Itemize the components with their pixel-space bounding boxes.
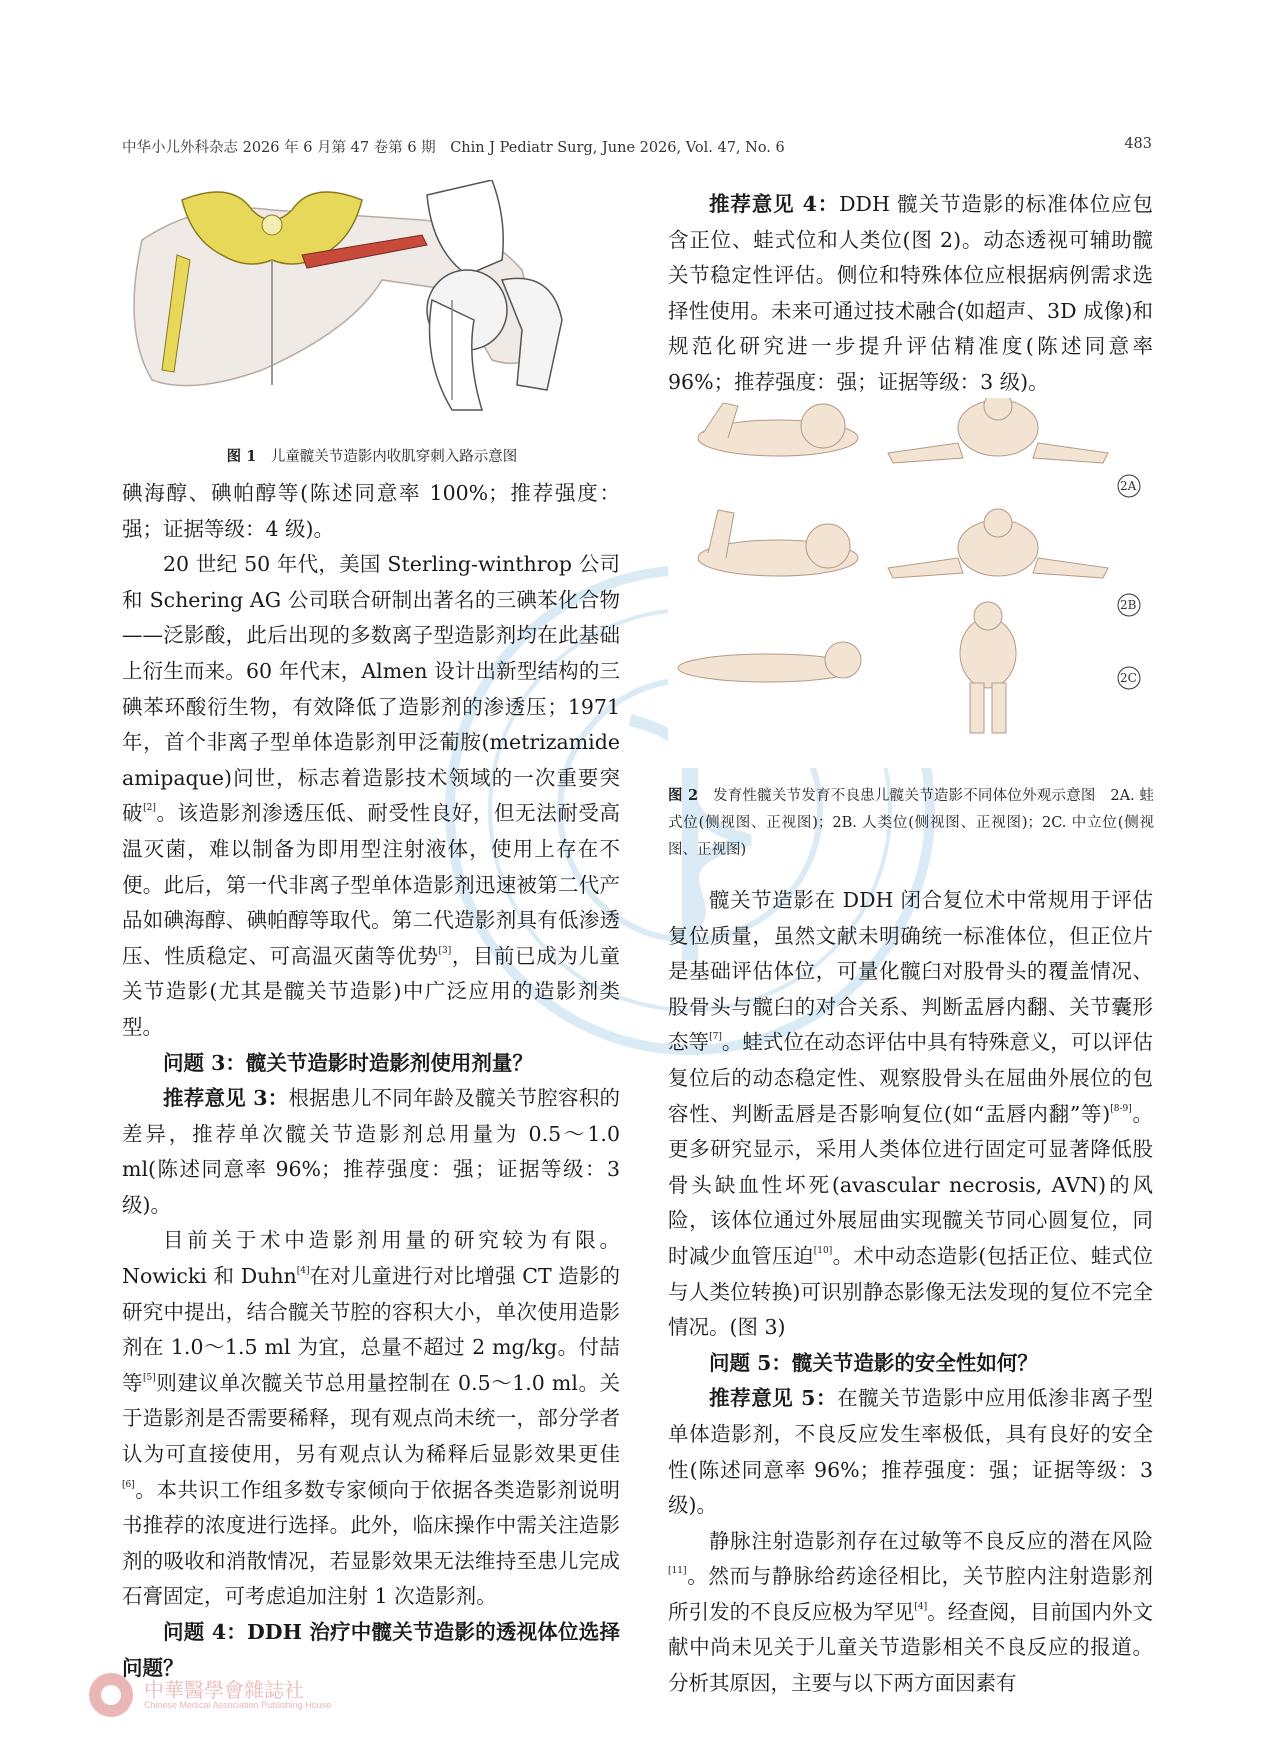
paragraph xyxy=(668,1524,1153,1702)
paragraph xyxy=(122,547,620,1045)
citation-ref[interactable]: [8-9] xyxy=(1110,1103,1132,1114)
figure-2-caption xyxy=(668,782,1154,864)
citation-ref[interactable]: [11] xyxy=(668,1566,687,1577)
text-run: ，目前已成为儿童关节造影(尤其是髋关节造影)中广泛应用的造影剂类型。 xyxy=(122,943,621,1039)
page-number: 483 xyxy=(1124,136,1152,152)
citation-ref[interactable]: [5] xyxy=(143,1372,156,1383)
citation-ref[interactable]: [2] xyxy=(143,803,156,814)
figure-2-caption-text: 发育性髋关节发育不良患儿髋关节造影不同体位外观示意图 2A. 蛙式位(侧视图、正视图)；2B. 人类位(侧视图、正视图)；2C. 中立位(侧视图、正视图) xyxy=(668,788,1154,858)
recommendation xyxy=(668,1381,1153,1523)
text-run: 20 世纪 50 年代，美国 Sterling-winthrop 公司和 Schering AG 公司联合研制出著名的三碘苯化合物——泛影酸，此后出现的多数离子型造影剂均在此基础上衍生而来。60 年代末，Almen 设计出新型结构的三碘苯环酸衍生物，有效降低了造影剂的渗透压；1971 年，首个非离子型单体造影剂甲泛葡胺(metrizamide amipaque)问世，标志着造影技术领域的一次重要突破 xyxy=(122,552,620,826)
figure-1-caption-text: 儿童髋关节造影内收肌穿刺入路示意图 xyxy=(270,449,518,465)
figure-1-number: 图 1 xyxy=(226,448,257,465)
figure-2-number: 图 2 xyxy=(668,787,699,804)
figure-2c-label: 2C xyxy=(1120,671,1137,685)
question-3: 问题 3：髋关节造影时造影剂使用剂量？ xyxy=(163,1050,533,1075)
recommendation xyxy=(122,1081,620,1223)
journal-info xyxy=(122,136,785,157)
text-run: 。该造影剂渗透压低、耐受性良好，但无法耐受高温灭菌，难以制备为即用型注射液体，使用上存在不便。此后，第一代非离子型单体造影剂迅速被第二代产品如碘海醇、碘帕醇等取代。第二代造影剂具有低渗透压、性质稳定、可高温灭菌等优势 xyxy=(122,801,621,968)
left-column-text xyxy=(122,476,620,1686)
question-heading xyxy=(668,1346,1153,1382)
figure-2b-label: 2B xyxy=(1120,598,1137,612)
citation-ref[interactable]: [7] xyxy=(709,1032,722,1043)
text-run: 。然而与静脉给药途径相比，关节腔内注射造影剂所引发的不良反应极为罕见 xyxy=(668,1564,1153,1624)
question-4: 问题 4：DDH 治疗中髋关节造影的透视体位选择问题？ xyxy=(122,1620,620,1680)
figure-2-illustration xyxy=(668,398,1156,768)
figure-2a-label: 2A xyxy=(1120,479,1137,493)
text-run: 。经查阅，目前国内外文献中尚未见关于儿童关节造影相关不良反应的报道。分析其原因，主要与以下两方面因素有 xyxy=(668,1599,1153,1696)
citation-ref[interactable]: [6] xyxy=(122,1479,135,1490)
journal-name-en: Chin J Pediatr Surg, June 2026, Vol. 47, No. 6 xyxy=(450,140,785,156)
question-5: 问题 5：髋关节造影的安全性如何？ xyxy=(709,1350,1038,1375)
text-run: 。更多研究显示，采用人类体位进行固定可显著降低股骨头缺血性坏死(avascular necrosis, AVN)的风险，该体位通过外展屈曲实现髋关节同心圆复位，同时减少血管压迫 xyxy=(668,1101,1153,1268)
recommendation-label: 推荐意见 3： xyxy=(163,1086,289,1111)
recommendation xyxy=(668,187,1153,401)
publisher-name-en: Chinese Medical Association Publishing House xyxy=(144,1700,332,1710)
citation-ref[interactable]: [10] xyxy=(813,1245,833,1256)
text-run: 在对儿童进行对比增强 CT 造影的研究中提出，结合髋关节腔的容积大小，单次使用造影剂在 1.0～1.5 ml 为宜，总量不超过 2 mg/kg。付喆等 xyxy=(122,1264,621,1395)
text-run: 静脉注射造影剂存在过敏等不良反应的潜在风险 xyxy=(709,1528,1153,1553)
publisher-name-cn: 中華醫學會雜誌社 xyxy=(144,1678,304,1702)
right-column-bottom-text xyxy=(668,883,1153,1702)
text-run: 髋关节造影在 DDH 闭合复位术中常规用于评估复位质量，虽然文献未明确统一标准体位，但正位片是基础评估体位，可量化髋臼对股骨头的覆盖情况、股骨头与髋臼的对合关系、判断盂唇内翻、关节囊形态等 xyxy=(668,888,1153,1055)
text-run: 。术中动态造影(包括正位、蛙式位与人类位转换)可识别静态影像无法发现的复位不完全情况。(图 3) xyxy=(668,1243,1154,1340)
figure-1-caption xyxy=(122,445,622,466)
paragraph: 碘海醇、碘帕醇等(陈述同意率 100%；推荐强度：强；证据等级：4 级)。 xyxy=(122,481,620,541)
paragraph xyxy=(668,883,1153,1346)
recommendation-text: 在髋关节造影中应用低渗非离子型单体造影剂，不良反应发生率极低，具有良好的安全性(陈述同意率 96%；推荐强度：强；证据等级：3 级)。 xyxy=(668,1386,1154,1518)
question-heading xyxy=(122,1046,620,1082)
figure-1-illustration xyxy=(122,180,622,430)
publisher-emblem-icon xyxy=(86,1670,136,1720)
citation-ref[interactable]: [4] xyxy=(296,1266,310,1277)
recommendation-text: DDH 髋关节造影的标准体位应包含正位、蛙式位和人类位(图 2)。动态透视可辅助髋关节稳定性评估。侧位和特殊体位应根据病例需求选择性使用。未来可通过技术融合(如超声、3D 成像)和规范化研究进一步提升评估精准度(陈述同意率 96%；推荐强度：强；证据等级：3 级)。 xyxy=(668,192,1154,394)
journal-name-cn: 中华小儿外科杂志 2026 年 6 月第 47 卷第 6 期 xyxy=(122,140,436,156)
citation-ref[interactable]: [4] xyxy=(914,1601,928,1612)
text-run: 目前关于术中造影剂用量的研究较为有限。Nowicki 和 Duhn xyxy=(122,1228,620,1289)
publisher-logo xyxy=(86,1670,626,1730)
recommendation-label: 推荐意见 4： xyxy=(709,192,840,216)
paragraph xyxy=(122,1223,620,1615)
running-header xyxy=(122,136,1152,158)
text-run: 则建议单次髋关节总用量控制在 0.5～1.0 ml。关于造影剂是否需要稀释，现有观点尚未统一，部分学者认为可直接使用，另有观点认为稀释后显影效果更佳 xyxy=(122,1370,620,1467)
recommendation-label: 推荐意见 5： xyxy=(709,1386,838,1411)
citation-ref[interactable]: [3] xyxy=(438,945,452,956)
recommendation-text: 根据患儿不同年龄及髋关节腔容积的差异，推荐单次髋关节造影剂总用量为 0.5～1.0 ml(陈述同意率 96%；推荐强度：强；证据等级：3 级)。 xyxy=(122,1086,621,1217)
right-column-top-text xyxy=(668,187,1153,401)
text-run: 。蛙式位在动态评估中具有特殊意义，可以评估复位后的动态稳定性、观察股骨头在屈曲外展位的包容性、判断盂唇是否影响复位(如“盂唇内翻”等) xyxy=(668,1030,1154,1126)
text-run: 。本共识工作组多数专家倾向于依据各类造影剂说明书推荐的浓度进行选择。此外，临床操作中需关注造影剂的吸收和消散情况，若显影效果无法维持至患儿完成石膏固定，可考虑追加注射 1 次造影剂。 xyxy=(122,1477,620,1609)
